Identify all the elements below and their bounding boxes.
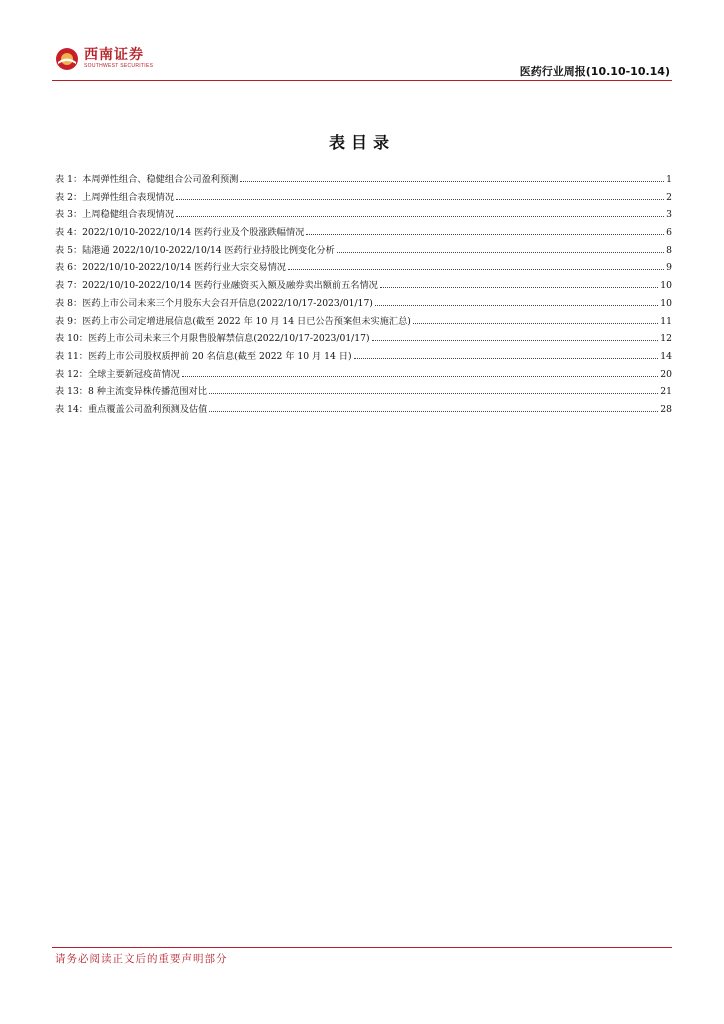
brand-logo-icon	[55, 47, 79, 71]
toc-item-page: 10	[660, 297, 672, 309]
toc-item[interactable]	[55, 295, 672, 313]
toc-dot-leader	[375, 305, 658, 306]
toc-item[interactable]	[55, 277, 672, 295]
toc-item[interactable]	[55, 259, 672, 277]
toc-item-page: 9	[666, 262, 672, 274]
toc-item-label: 表 7：2022/10/10-2022/10/14 医药行业融资买入额及融券卖出额前五名情况	[55, 280, 378, 292]
toc-item-label: 表 9：医药上市公司定增进展信息(截至 2022 年 10 月 14 日已公告预案但未实施汇总)	[55, 315, 411, 327]
toc-dot-leader	[209, 411, 658, 412]
toc-item-label: 表 3：上周稳健组合表现情况	[55, 209, 175, 221]
toc-item[interactable]	[55, 206, 672, 224]
toc-dot-leader	[306, 234, 664, 235]
footer-disclaimer: 请务必阅读正文后的重要声明部分	[55, 953, 228, 965]
header-divider	[52, 80, 672, 81]
toc-item[interactable]	[55, 348, 672, 366]
toc-dot-leader	[182, 376, 658, 377]
toc-item-page: 12	[660, 333, 672, 345]
toc-item[interactable]	[55, 171, 672, 189]
toc-item[interactable]	[55, 189, 672, 207]
toc-item[interactable]	[55, 383, 672, 401]
toc-item-page: 10	[660, 280, 672, 292]
toc-dot-leader	[354, 358, 659, 359]
toc-dot-leader	[176, 216, 664, 217]
toc-item-page: 28	[660, 403, 672, 415]
toc-dot-leader	[337, 252, 664, 253]
toc-item-label: 表 10：医药上市公司未来三个月限售股解禁信息(2022/10/17-2023/01/17)	[55, 333, 370, 345]
toc-item-label: 表 14：重点覆盖公司盈利预测及估值	[55, 403, 208, 415]
toc-item[interactable]	[55, 224, 672, 242]
toc-dot-leader	[372, 340, 659, 341]
toc-item[interactable]	[55, 313, 672, 331]
toc-item-page: 8	[666, 244, 672, 256]
table-of-contents	[55, 171, 672, 419]
footer-divider	[52, 947, 672, 948]
toc-item-label: 表 4：2022/10/10-2022/10/14 医药行业及个股涨跌幅情况	[55, 227, 305, 239]
toc-item-page: 20	[660, 368, 672, 380]
toc-dot-leader	[380, 287, 658, 288]
toc-dot-leader	[240, 181, 664, 182]
toc-heading: 表目录	[328, 133, 395, 152]
toc-item-label: 表 5：陆港通 2022/10/10-2022/10/14 医药行业持股比例变化分析	[55, 244, 335, 256]
toc-item[interactable]	[55, 401, 672, 419]
toc-item-label: 表 6：2022/10/10-2022/10/14 医药行业大宗交易情况	[55, 262, 286, 274]
toc-item-page: 14	[660, 350, 672, 362]
toc-item[interactable]	[55, 366, 672, 384]
toc-item-page: 1	[666, 174, 672, 185]
brand-name-cn: 西南证券	[84, 47, 144, 63]
toc-item-page: 21	[660, 386, 672, 398]
toc-dot-leader	[209, 393, 658, 394]
toc-item-page: 11	[660, 315, 672, 327]
toc-item-label: 表 11：医药上市公司股权质押前 20 名信息(截至 2022 年 10 月 14 日)	[55, 350, 352, 362]
toc-item-page: 6	[666, 227, 672, 239]
toc-item[interactable]	[55, 330, 672, 348]
brand-logo	[55, 44, 153, 74]
toc-dot-leader	[288, 269, 664, 270]
report-title: 医药行业周报(10.10-10.14)	[519, 65, 670, 78]
toc-item-label: 表 13：8 种主流变异株传播范围对比	[55, 386, 208, 398]
toc-item-page: 2	[666, 191, 672, 203]
toc-dot-leader	[413, 323, 658, 324]
toc-item[interactable]	[55, 242, 672, 260]
brand-name-en: SOUTHWEST SECURITIES	[84, 63, 154, 69]
toc-item-label: 表 12：全球主要新冠疫苗情况	[55, 368, 180, 380]
toc-item-label: 表 1：本周弹性组合、稳健组合公司盈利预测	[55, 174, 239, 185]
toc-item-label: 表 2：上周弹性组合表现情况	[55, 191, 175, 203]
toc-dot-leader	[176, 199, 664, 200]
toc-item-page: 3	[666, 209, 672, 221]
toc-item-label: 表 8：医药上市公司未来三个月股东大会召开信息(2022/10/17-2023/01/17)	[55, 297, 373, 309]
